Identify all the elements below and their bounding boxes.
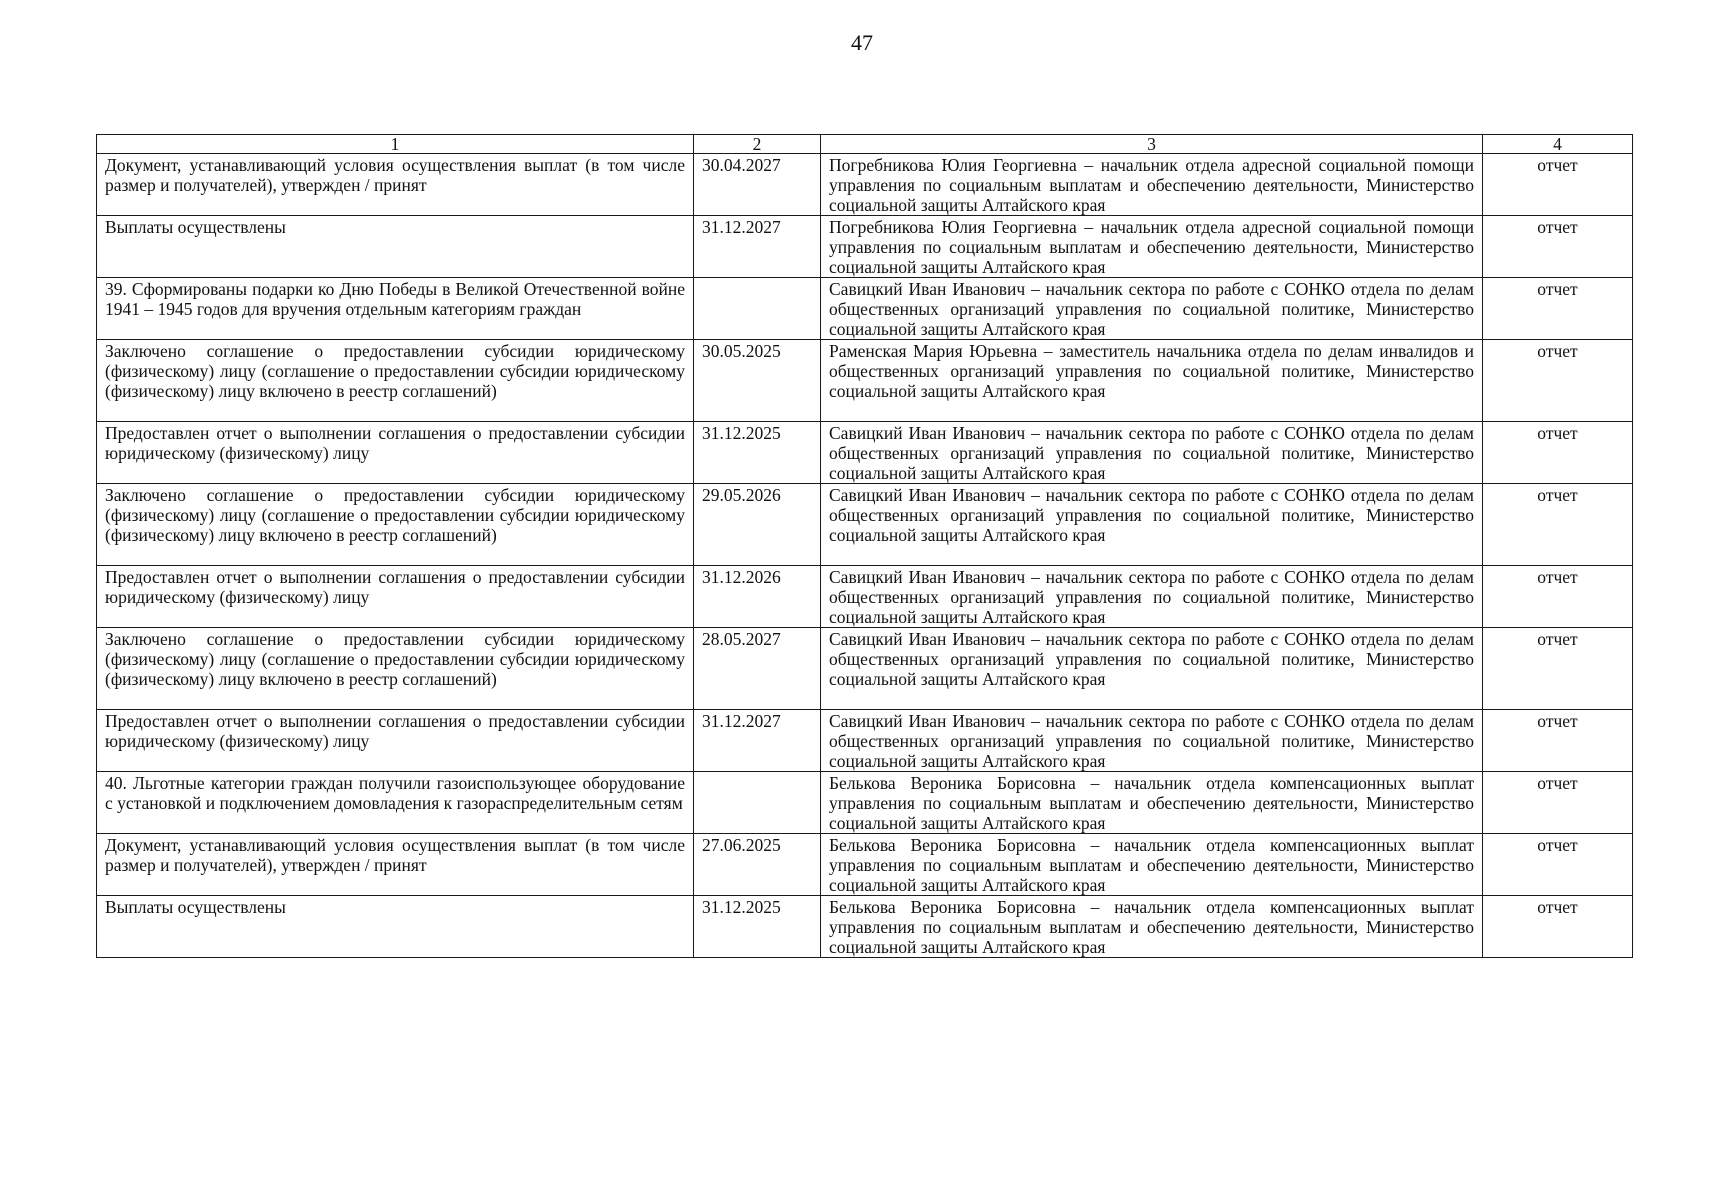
cell-document: отчет bbox=[1483, 484, 1633, 566]
cell-description: Выплаты осуществлены bbox=[97, 216, 694, 278]
table-header-row bbox=[97, 135, 1633, 154]
cell-description: 40. Льготные категории граждан получили газоиспользующее оборудование с установкой и подключением домовладения к газораспределительным сетям bbox=[97, 772, 694, 834]
cell-description: Предоставлен отчет о выполнении соглашения о предоставлении субсидии юридическому (физическому) лицу bbox=[97, 422, 694, 484]
cell-description: Предоставлен отчет о выполнении соглашения о предоставлении субсидии юридическому (физическому) лицу bbox=[97, 710, 694, 772]
cell-description: Заключено соглашение о предоставлении субсидии юридическому (физическому) лицу (соглашение о предоставлении субсидии юридическому (физическому) лицу включено в реестр соглашений) bbox=[97, 484, 694, 566]
column-header-3: 3 bbox=[821, 135, 1483, 154]
cell-date: 31.12.2025 bbox=[694, 896, 821, 958]
column-header-2: 2 bbox=[694, 135, 821, 154]
cell-date: 31.12.2027 bbox=[694, 216, 821, 278]
table-row bbox=[97, 340, 1633, 422]
cell-document: отчет bbox=[1483, 278, 1633, 340]
cell-date: 30.05.2025 bbox=[694, 340, 821, 422]
plan-table bbox=[96, 134, 1633, 958]
cell-responsible: Савицкий Иван Иванович – начальник сектора по работе с СОНКО отдела по делам общественных организаций управления по социальной политике, Министерство социальной защиты Алтайского края bbox=[821, 484, 1483, 566]
table-row bbox=[97, 628, 1633, 710]
table-row bbox=[97, 278, 1633, 340]
cell-description: Заключено соглашение о предоставлении субсидии юридическому (физическому) лицу (соглашение о предоставлении субсидии юридическому (физическому) лицу включено в реестр соглашений) bbox=[97, 340, 694, 422]
table-row bbox=[97, 216, 1633, 278]
cell-document: отчет bbox=[1483, 154, 1633, 216]
cell-date bbox=[694, 278, 821, 340]
cell-responsible: Савицкий Иван Иванович – начальник сектора по работе с СОНКО отдела по делам общественных организаций управления по социальной политике, Министерство социальной защиты Алтайского края bbox=[821, 278, 1483, 340]
cell-responsible: Белькова Вероника Борисовна – начальник отдела компенсационных выплат управления по социальным выплатам и обеспечению деятельности, Министерство социальной защиты Алтайского края bbox=[821, 896, 1483, 958]
cell-description: Документ, устанавливающий условия осуществления выплат (в том числе размер и получателей), утвержден / принят bbox=[97, 154, 694, 216]
cell-document: отчет bbox=[1483, 422, 1633, 484]
cell-date: 29.05.2026 bbox=[694, 484, 821, 566]
table-row bbox=[97, 422, 1633, 484]
cell-date: 31.12.2027 bbox=[694, 710, 821, 772]
cell-responsible: Белькова Вероника Борисовна – начальник отдела компенсационных выплат управления по социальным выплатам и обеспечению деятельности, Министерство социальной защиты Алтайского края bbox=[821, 834, 1483, 896]
cell-description: 39. Сформированы подарки ко Дню Победы в Великой Отечественной войне 1941 – 1945 годов для вручения отдельным категориям граждан bbox=[97, 278, 694, 340]
table-row bbox=[97, 896, 1633, 958]
cell-responsible: Савицкий Иван Иванович – начальник сектора по работе с СОНКО отдела по делам общественных организаций управления по социальной политике, Министерство социальной защиты Алтайского края bbox=[821, 422, 1483, 484]
cell-description: Документ, устанавливающий условия осуществления выплат (в том числе размер и получателей), утвержден / принят bbox=[97, 834, 694, 896]
cell-document: отчет bbox=[1483, 628, 1633, 710]
cell-responsible: Раменская Мария Юрьевна – заместитель начальника отдела по делам инвалидов и общественных организаций управления по социальной политике, Министерство социальной защиты Алтайского края bbox=[821, 340, 1483, 422]
cell-description: Заключено соглашение о предоставлении субсидии юридическому (физическому) лицу (соглашение о предоставлении субсидии юридическому (физическому) лицу включено в реестр соглашений) bbox=[97, 628, 694, 710]
cell-responsible: Погребникова Юлия Георгиевна – начальник отдела адресной социальной помощи управления по социальным выплатам и обеспечению деятельности, Министерство социальной защиты Алтайского края bbox=[821, 216, 1483, 278]
cell-document: отчет bbox=[1483, 216, 1633, 278]
cell-responsible: Савицкий Иван Иванович – начальник сектора по работе с СОНКО отдела по делам общественных организаций управления по социальной политике, Министерство социальной защиты Алтайского края bbox=[821, 566, 1483, 628]
cell-responsible: Савицкий Иван Иванович – начальник сектора по работе с СОНКО отдела по делам общественных организаций управления по социальной политике, Министерство социальной защиты Алтайского края bbox=[821, 710, 1483, 772]
cell-document: отчет bbox=[1483, 772, 1633, 834]
cell-description: Выплаты осуществлены bbox=[97, 896, 694, 958]
cell-responsible: Белькова Вероника Борисовна – начальник отдела компенсационных выплат управления по социальным выплатам и обеспечению деятельности, Министерство социальной защиты Алтайского края bbox=[821, 772, 1483, 834]
cell-document: отчет bbox=[1483, 834, 1633, 896]
cell-date: 31.12.2026 bbox=[694, 566, 821, 628]
table-row bbox=[97, 772, 1633, 834]
cell-document: отчет bbox=[1483, 710, 1633, 772]
column-header-1: 1 bbox=[97, 135, 694, 154]
cell-document: отчет bbox=[1483, 340, 1633, 422]
cell-responsible: Погребникова Юлия Георгиевна – начальник отдела адресной социальной помощи управления по социальным выплатам и обеспечению деятельности, Министерство социальной защиты Алтайского края bbox=[821, 154, 1483, 216]
table-row bbox=[97, 710, 1633, 772]
table-row bbox=[97, 154, 1633, 216]
cell-description: Предоставлен отчет о выполнении соглашения о предоставлении субсидии юридическому (физическому) лицу bbox=[97, 566, 694, 628]
column-header-4: 4 bbox=[1483, 135, 1633, 154]
cell-responsible: Савицкий Иван Иванович – начальник сектора по работе с СОНКО отдела по делам общественных организаций управления по социальной политике, Министерство социальной защиты Алтайского края bbox=[821, 628, 1483, 710]
table-row bbox=[97, 566, 1633, 628]
table-row bbox=[97, 484, 1633, 566]
cell-date bbox=[694, 772, 821, 834]
cell-date: 27.06.2025 bbox=[694, 834, 821, 896]
cell-date: 31.12.2025 bbox=[694, 422, 821, 484]
cell-document: отчет bbox=[1483, 896, 1633, 958]
cell-date: 28.05.2027 bbox=[694, 628, 821, 710]
table-row bbox=[97, 834, 1633, 896]
cell-date: 30.04.2027 bbox=[694, 154, 821, 216]
page-number: 47 bbox=[851, 30, 873, 55]
cell-document: отчет bbox=[1483, 566, 1633, 628]
